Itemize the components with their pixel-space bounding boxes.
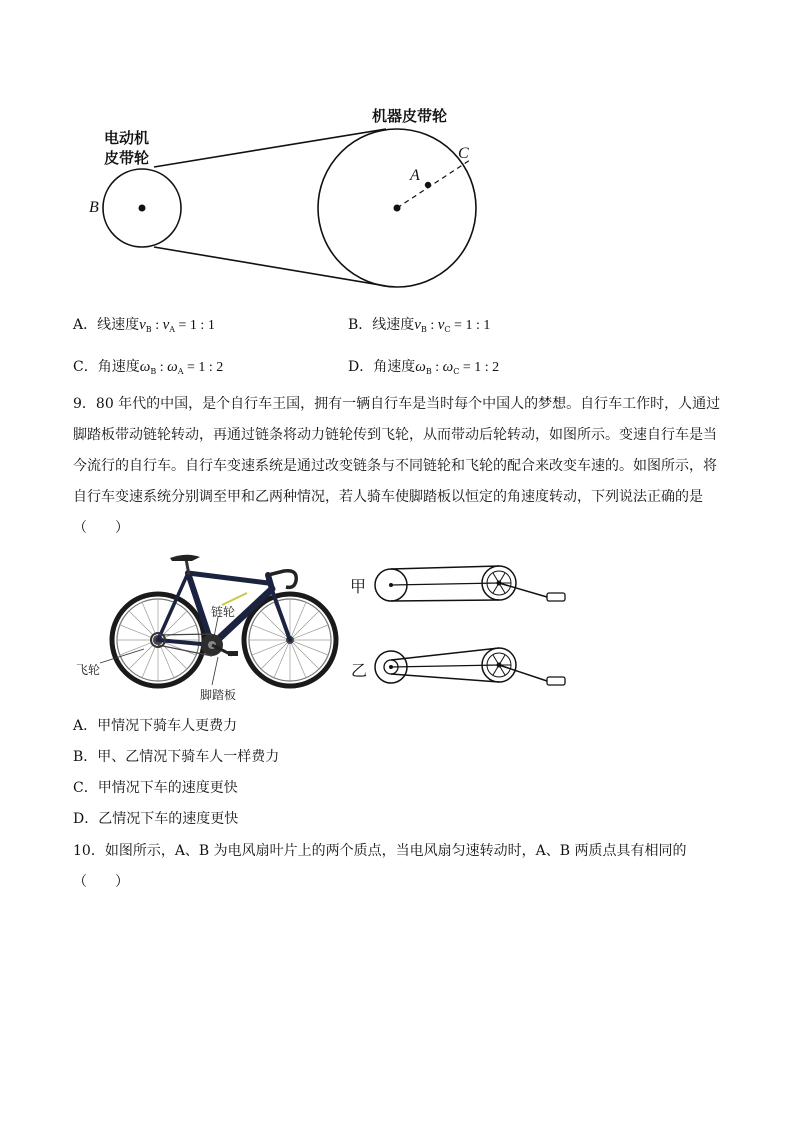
point-b-label: B	[89, 199, 99, 216]
q9-line-1: 9．80 年代的中国，是个自行车王国，拥有一辆自行车是当时每个中国人的梦想。自行车工作时，人通过	[73, 396, 721, 412]
subscript: C	[453, 367, 460, 376]
q8-option-c[interactable]	[73, 357, 223, 382]
belt-pulley-diagram	[60, 95, 520, 295]
symbol: v	[162, 317, 170, 333]
label-pedal: 脚踏板	[200, 688, 237, 702]
subscript: B	[145, 325, 152, 334]
gear-schematic-figure	[365, 555, 570, 700]
point-a-dot	[425, 182, 431, 188]
machine-pulley-label: 机器皮带轮	[372, 107, 448, 125]
q9-option-b[interactable]: B．甲、乙情况下骑车人一样费力	[73, 749, 280, 765]
yi-flywheel-center	[389, 665, 393, 669]
q10-stem	[73, 836, 723, 898]
jia-flywheel-center	[389, 583, 393, 587]
subscript: A	[177, 367, 184, 376]
belt-pulley-figure	[60, 95, 520, 295]
separator: :	[431, 360, 443, 375]
symbol: ω	[167, 359, 178, 375]
relation: = 1 : 2	[459, 360, 500, 375]
symbol: v	[139, 317, 146, 333]
separator: :	[426, 318, 438, 333]
radius-dashed-line	[397, 160, 470, 208]
label-yi: 乙	[351, 661, 368, 680]
q9-line-3: 今流行的自行车。自行车变速系统是通过改变链条与不同链轮和飞轮的配合来改变车速的。如图所示，将	[73, 458, 717, 474]
point-a-label: A	[410, 167, 420, 184]
jia-chainring-center	[497, 581, 502, 586]
option-text: 线速度	[372, 317, 415, 333]
label-jia: 甲	[350, 577, 367, 596]
q8-option-a[interactable]	[73, 315, 215, 340]
symbol: ω	[139, 359, 151, 375]
option-letter: D．	[348, 359, 374, 375]
subscript: B	[425, 367, 432, 376]
q9-line-4: 自行车变速系统分别调至甲和乙两种情况，若人骑车使脚踏板以恒定的角速度转动，下列说法正确的是	[73, 489, 703, 505]
belt-top	[154, 129, 386, 167]
schematic-jia	[375, 566, 565, 601]
subscript: A	[169, 325, 176, 334]
relation: = 1 : 2	[183, 360, 224, 375]
subscript: C	[444, 325, 451, 334]
q8-option-d[interactable]	[348, 357, 499, 382]
option-letter: C．	[73, 359, 98, 375]
symbol: ω	[415, 359, 426, 375]
option-text: 角速度	[97, 359, 140, 375]
q9-stem	[73, 389, 723, 544]
pedal	[228, 651, 238, 656]
symbol: ω	[442, 359, 454, 375]
motor-pulley-label-line1: 电动机	[104, 129, 150, 147]
option-letter: A．	[73, 317, 98, 333]
subscript: B	[150, 367, 157, 376]
relation: = 1 : 1	[175, 318, 215, 333]
label-chainring: 链轮	[211, 605, 236, 619]
q10-answer-paren: （ ）	[73, 874, 129, 890]
q10-line-1: 10．如图所示，A、B 为电风扇叶片上的两个质点，当电风扇匀速转动时，A、B 两质点具有相同的	[73, 843, 687, 859]
subscript: B	[420, 325, 427, 334]
point-c-label: C	[458, 145, 469, 162]
schematic-yi	[375, 648, 565, 685]
option-text: 线速度	[97, 317, 140, 333]
separator: :	[151, 318, 163, 333]
label-flywheel: 飞轮	[76, 663, 101, 677]
q9-option-d[interactable]: D．乙情况下车的速度更快	[73, 811, 239, 827]
bicycle-illustration	[72, 545, 342, 705]
option-text: 角速度	[373, 359, 416, 375]
saddle	[170, 555, 200, 561]
motor-pulley-center	[139, 205, 146, 212]
q9-option-c[interactable]: C．甲情况下车的速度更快	[73, 780, 238, 796]
symbol: v	[437, 317, 445, 333]
relation: = 1 : 1	[450, 318, 491, 333]
gear-schematics	[365, 555, 570, 700]
option-letter: B．	[348, 317, 373, 333]
bicycle-figure	[72, 545, 342, 705]
q9-line-2: 脚踏板带动链轮转动，再通过链条将动力链轮传到飞轮，从而带动后轮转动，如图所示。变速自行车是当	[73, 427, 717, 443]
chainring-pointer	[214, 617, 218, 637]
symbol: v	[414, 317, 421, 333]
belt-bottom	[154, 247, 386, 286]
q9-option-a[interactable]: A．甲情况下骑车人更费力	[73, 718, 238, 734]
motor-pulley-label-line2: 皮带轮	[104, 149, 150, 167]
q8-option-b[interactable]	[348, 315, 490, 340]
pedal-pointer	[212, 657, 218, 685]
separator: :	[156, 360, 168, 375]
q9-answer-paren: （ ）	[73, 520, 129, 536]
yi-chainring-center	[497, 663, 502, 668]
